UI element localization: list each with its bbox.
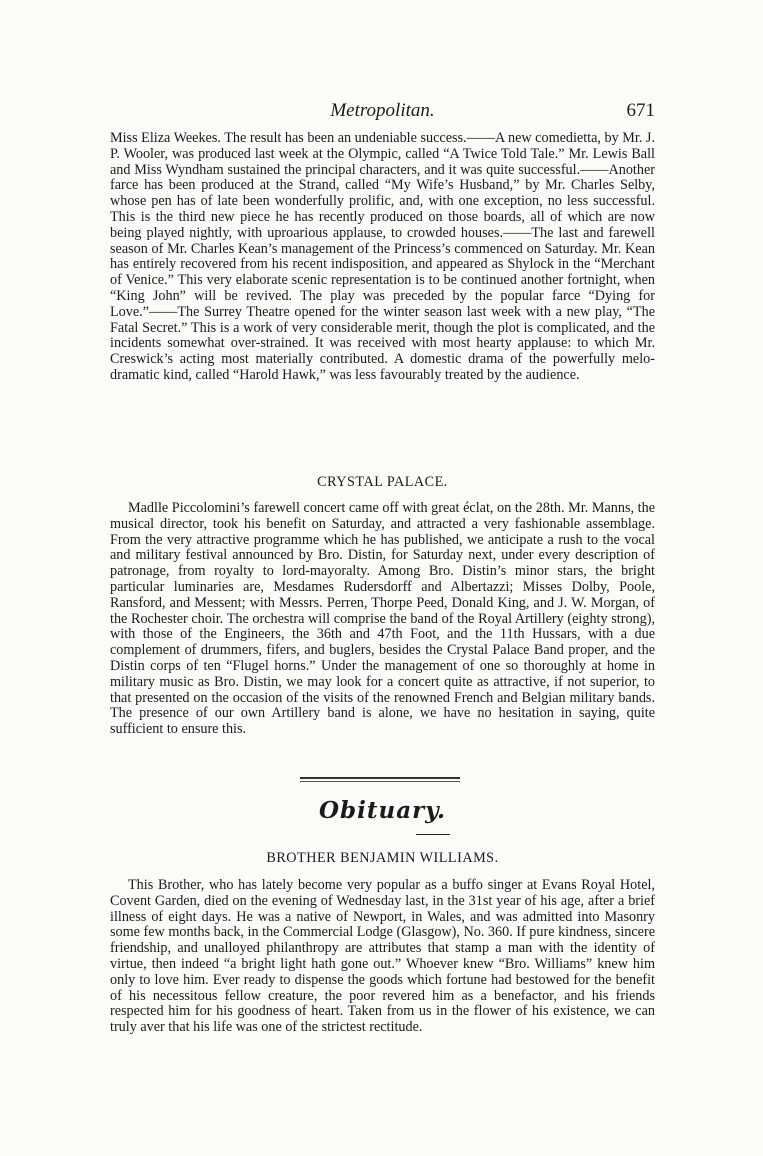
page-header: [110, 100, 655, 126]
obituary-section: [110, 878, 655, 1036]
short-rule: [416, 834, 450, 835]
theatre-paragraph: Miss Eliza Weekes. The result has been an undeniable success.——A new comedietta, by Mr. J. P. Wooler, was produced last week at the Olympic, called “A Twice Told Tale.” Mr. Lewis Ball and Miss Wyndham sustained the principal characters, and it was quite successful.——Another farce has been produced at the Strand, called “My Wife’s Husband,” by Mr. Charles Selby, whose pen has of late been wonderfully prolific, and, with one exception, no less successful. This is the third new piece he has recently produced on those boards, all of which are now being played nightly, with uproarious applause, to crowded houses.——The last and farewell season of Mr. Charles Kean’s management of the Princess’s commenced on Saturday. Mr. Kean has entirely recovered from his recent indisposition, and appeared as Shylock in the “Merchant of Venice.” This very elaborate scenic representation is to be continued another fortnight, when “King John” will be revived. The play was preceded by the popular farce “Dying for Love.”——The Surrey Theatre opened for the winter season last week with a new play, “The Fatal Secret.” This is a work of very considerable merit, though the plot is complicated, and the incidents somewhat over-strained. It was received with most hearty applause: to which Mr. Creswick’s acting most materially contributed. A domestic drama of the powerfully melo-dramatic kind, called “Harold Hawk,” was less favourably treated by the audience.: [110, 130, 655, 383]
crystal-palace-paragraph: Madlle Piccolomini’s farewell concert came off with great éclat, on the 28th. Mr. Manns, the musical director, took his benefit on Saturday, and attracted a very fashionable assemblage. From the very attractive programme which he has published, we anticipate a rush to the vocal and military festival announced by Bro. Distin, for Saturday next, under every description of patronage, from royalty to lord-mayoralty. Among Bro. Distin’s minor stars, the bright particular luminaries are, Mesdames Rudersdorff and Albertazzi; Misses Dolby, Poole, Ransford, and Messent; with Messrs. Perren, Thorpe Peed, Donald King, and J. W. Morgan, of the Rochester choir. The orchestra will comprise the band of the Royal Artillery (eighty strong), with those of the Engineers, the 36th and 47th Foot, and the 11th Hussars, with a due complement of drummers, fifers, and buglers, besides the Crystal Palace Band proper, and the Distin corps of ten “Flugel horns.” Under the management of one so thoroughly at home in military music as Bro. Distin, we may look for a concert quite as attractive, if not superior, to that presented on the occasion of the visits of the renowned French and Belgian military bands. The presence of our own Artillery band is alone, we have no hesitation in saying, quite sufficient to ensure this.: [110, 500, 655, 738]
divider-line: [300, 781, 460, 782]
obituary-subheading: BROTHER BENJAMIN WILLIAMS.: [266, 850, 499, 866]
running-title: Metropolitan.: [330, 100, 435, 121]
obituary-heading: Obituary.: [319, 797, 446, 824]
divider-line: [300, 777, 460, 779]
crystal-palace-heading: CRYSTAL PALACE.: [317, 474, 448, 490]
crystal-palace-section: [110, 501, 655, 738]
page-number: 671: [626, 100, 655, 121]
section-divider: [300, 777, 460, 782]
theatre-notes: [110, 131, 655, 384]
obituary-paragraph: This Brother, who has lately become very popular as a buffo singer at Evans Royal Hotel, Covent Garden, died on the evening of Wednesday last, in the 31st year of his age, after a brief illness of eight days. He was a native of Newport, in Wales, and was admitted into Masonry some few months back, in the Commercial Lodge (Glasgow), No. 360. If pure kindness, sincere friendship, and unalloyed philanthropy are attributes that stamp a man with the identity of virtue, then indeed “a bright light hath gone out.” Whoever knew “Bro. Williams” knew him only to love him. Ever ready to dispense the goods which fortune had bestowed for the benefit of his necessitous fellow creature, the poor revered him as a benefactor, and his friends respected him for his goodness of heart. Taken from us in the flower of his existence, we can truly aver that his life was one of the strictest rectitude.: [110, 877, 655, 1036]
